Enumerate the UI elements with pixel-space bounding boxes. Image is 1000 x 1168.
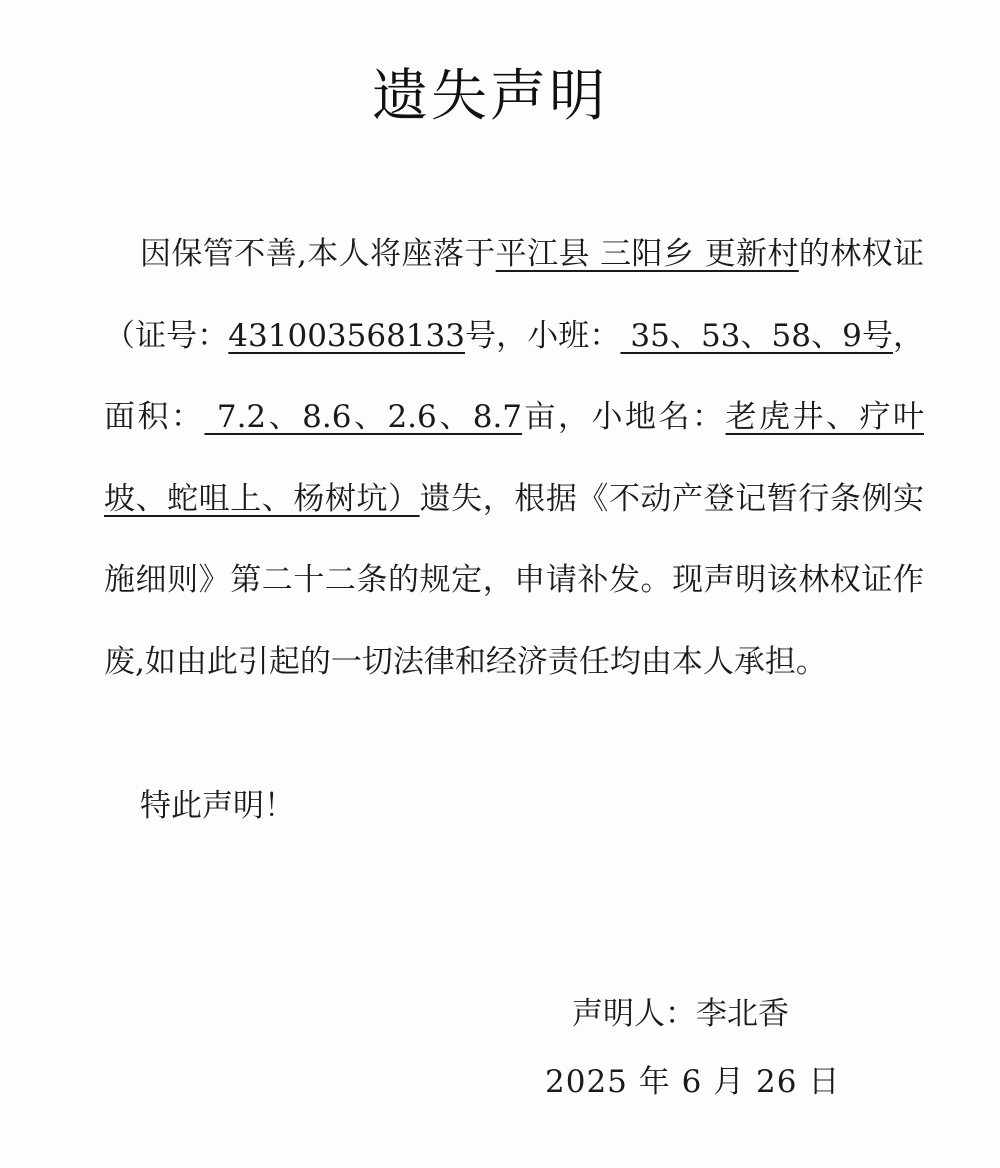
body-text-4: ，面积： <box>104 317 925 435</box>
document-title: 遗失声明 <box>372 64 608 129</box>
plot-number-field: 35、53、58、9号 <box>620 317 894 354</box>
location-field: 平江县 三阳乡 更新村 <box>495 236 799 272</box>
statement-paragraph <box>104 214 924 703</box>
statement-body <box>104 214 924 703</box>
body-text-1: 因保管不善,本人将座落于 <box>140 236 496 272</box>
certificate-number-field: 431003568133 <box>228 317 465 354</box>
signer-line: 声明人：李北香 <box>572 996 789 1032</box>
place-names-field: 老虎井、疗叶坡、蛇咀上、杨树坑） <box>104 399 925 517</box>
area-field: 7.2、8.6、2.6、8.7 <box>204 399 523 435</box>
body-text-2: 的林权证（证号： <box>104 236 924 354</box>
date-line: 2025 年 6 月 26 日 <box>545 1064 841 1100</box>
body-text-3: 号，小班： <box>464 317 621 354</box>
body-text-6: 遗失，根据《不动产登记暂行条例实施细则》第二十二条的规定，申请补发。现声明该林权证作废,如由此引起的一切法律和经济责任均由本人承担。 <box>104 480 925 680</box>
body-text-5: 亩，小地名： <box>522 399 726 435</box>
closing-line: 特此声明！ <box>140 788 295 824</box>
